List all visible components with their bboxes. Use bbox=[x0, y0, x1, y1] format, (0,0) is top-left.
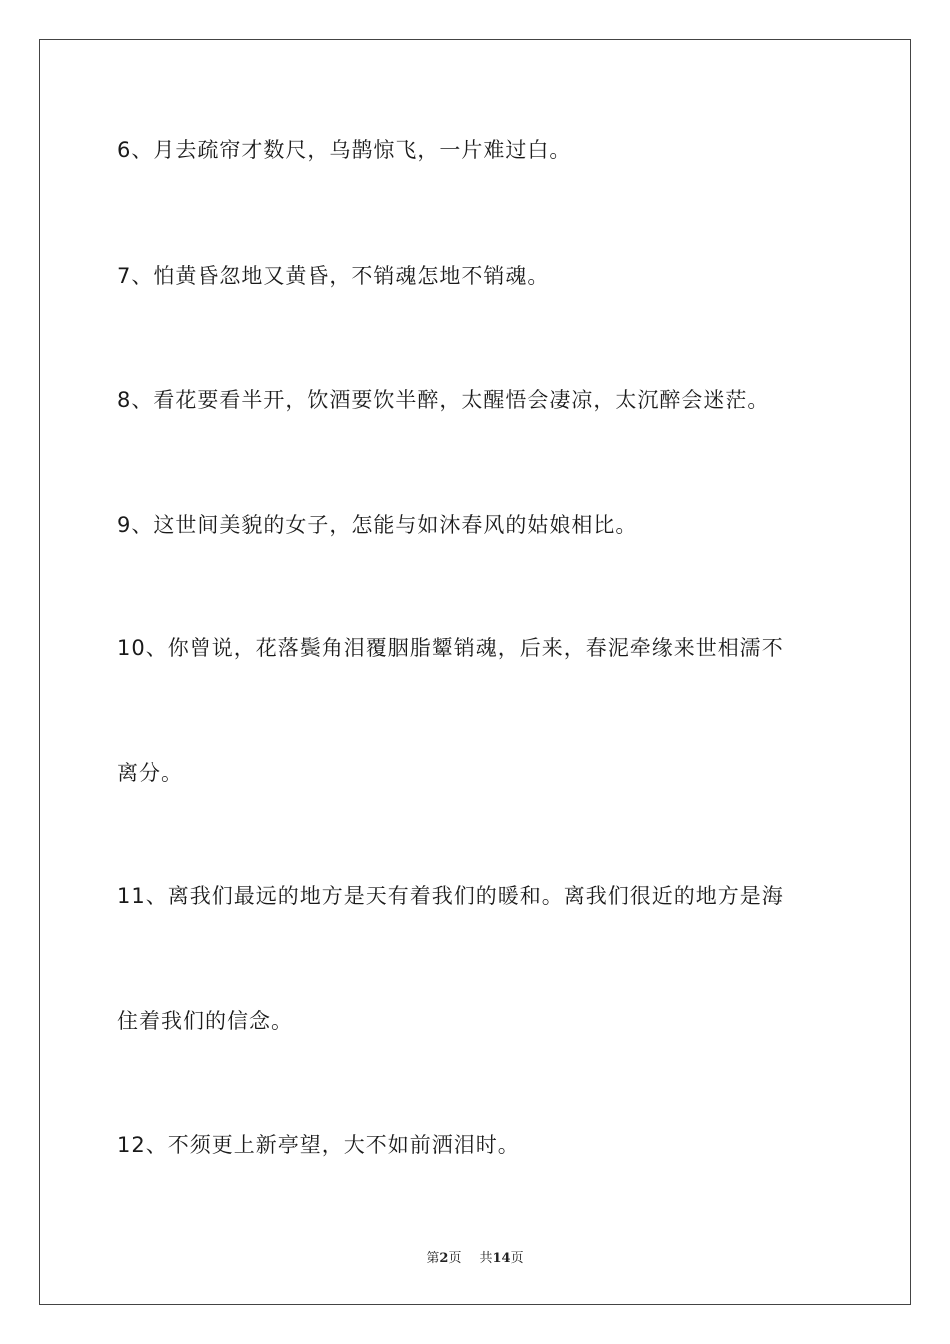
page-border bbox=[39, 39, 911, 1305]
page-footer bbox=[0, 1247, 950, 1266]
page-suffix: 页 bbox=[448, 1251, 462, 1266]
text-line-11-continued: 住着我们的信念。 bbox=[117, 1009, 293, 1033]
page-number: 2 bbox=[439, 1251, 449, 1266]
text-line-10-continued: 离分。 bbox=[117, 761, 183, 785]
text-line-6: 6、月去疏帘才数尺，乌鹊惊飞，一片难过白。 bbox=[117, 138, 572, 162]
page-prefix: 第 bbox=[426, 1251, 440, 1266]
total-prefix: 共 bbox=[479, 1251, 493, 1266]
total-pages: 14 bbox=[492, 1251, 511, 1266]
text-line-10: 10、你曾说，花落鬓角泪覆胭脂颦销魂，后来，春泥牵缘来世相濡不 bbox=[117, 636, 784, 660]
text-line-12: 12、不须更上新亭望，大不如前洒泪时。 bbox=[117, 1133, 520, 1157]
text-line-9: 9、这世间美貌的女子，怎能与如沐春风的姑娘相比。 bbox=[117, 513, 638, 537]
text-line-11: 11、离我们最远的地方是天有着我们的暖和。离我们很近的地方是海 bbox=[117, 884, 784, 908]
total-suffix: 页 bbox=[510, 1251, 524, 1266]
text-line-7: 7、怕黄昏忽地又黄昏，不销魂怎地不销魂。 bbox=[117, 264, 550, 288]
text-line-8: 8、看花要看半开，饮酒要饮半醉，太醒悟会凄凉，太沉醉会迷茫。 bbox=[117, 388, 770, 412]
